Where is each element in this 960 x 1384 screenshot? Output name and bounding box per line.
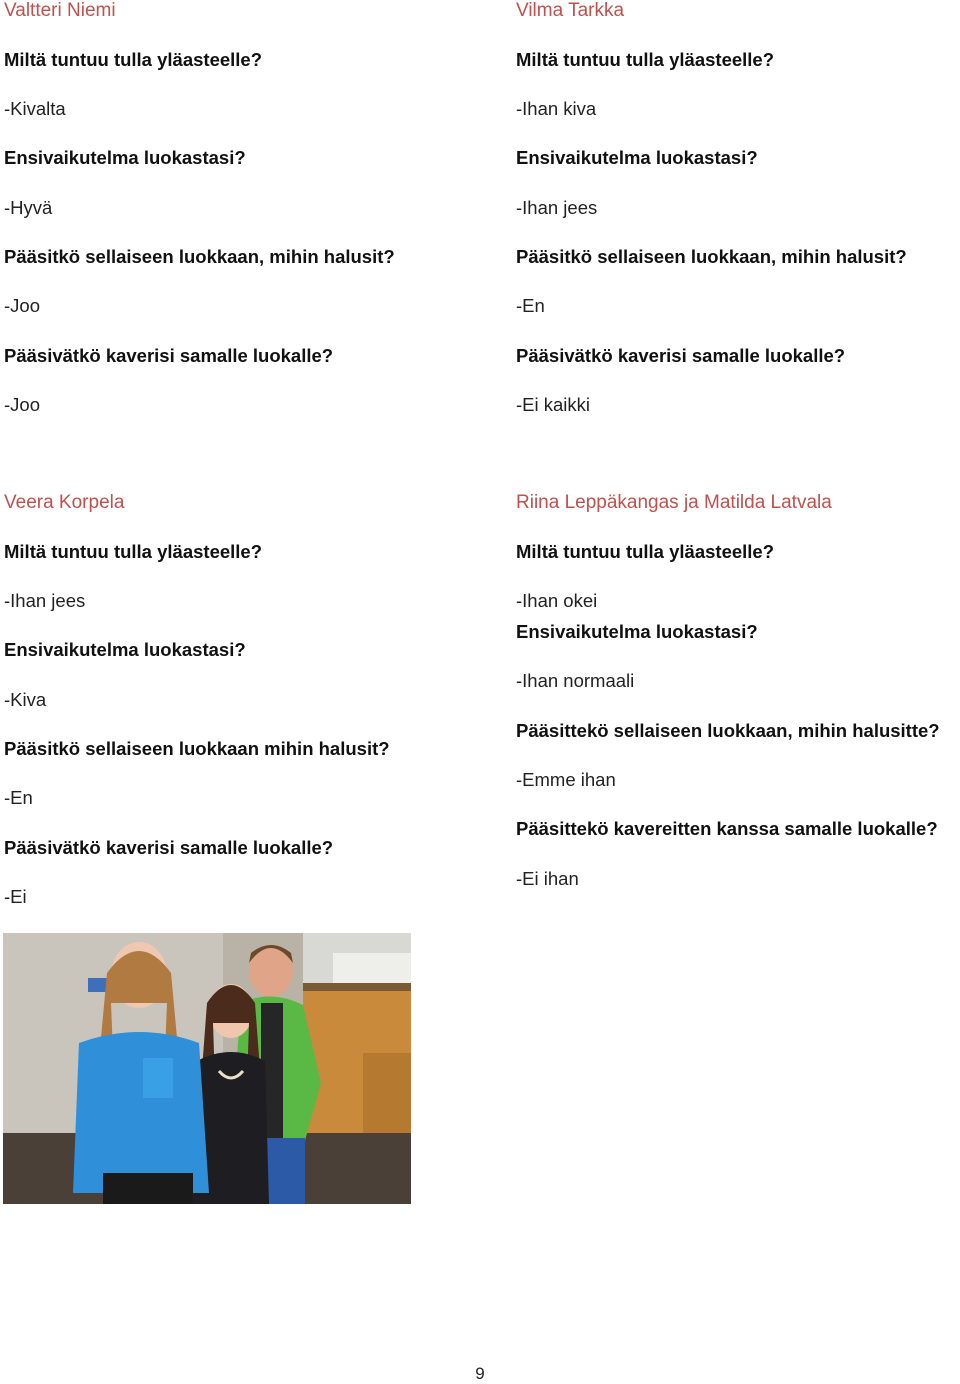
question: Pääsivätkö kaverisi samalle luokalle? — [4, 345, 334, 366]
answer: -Ei ihan — [516, 868, 579, 889]
question: Pääsivätkö kaverisi samalle luokalle? — [516, 345, 846, 366]
interviewee-name: Vilma Tarkka — [516, 0, 625, 21]
answer: -Kiva — [4, 689, 47, 710]
question: Pääsivätkö kaverisi samalle luokalle? — [4, 837, 334, 858]
interview-valtteri-niemi — [4, 0, 504, 420]
answer: -Joo — [4, 394, 40, 415]
answer: -Joo — [4, 295, 40, 316]
answer: -Ihan normaali — [516, 670, 635, 691]
question: Ensivaikutelma luokastasi? — [516, 147, 758, 168]
question: Pääsittekö sellaiseen luokkaan, mihin halusitte? — [516, 720, 940, 741]
question: Miltä tuntuu tulla yläasteelle? — [516, 541, 775, 562]
answer: -Ihan jees — [516, 197, 598, 218]
answer: -Hyvä — [4, 197, 53, 218]
question: Ensivaikutelma luokastasi? — [4, 147, 246, 168]
answer: -Ihan okei — [516, 590, 598, 611]
question: Pääsitkö sellaiseen luokkaan mihin halusit? — [4, 738, 390, 759]
question: Miltä tuntuu tulla yläasteelle? — [516, 49, 775, 70]
interviewee-name: Veera Korpela — [4, 492, 125, 513]
interviewee-name: Riina Leppäkangas ja Matilda Latvala — [516, 492, 832, 513]
answer: -Emme ihan — [516, 769, 616, 790]
answer: -En — [4, 787, 33, 808]
photo-three-students — [3, 933, 411, 1204]
answer: -En — [516, 295, 545, 316]
answer: -Ihan kiva — [516, 98, 597, 119]
answer: -Ei — [4, 886, 27, 907]
answer: -Kivalta — [4, 98, 66, 119]
question: Ensivaikutelma luokastasi? — [516, 621, 758, 642]
question: Miltä tuntuu tulla yläasteelle? — [4, 49, 263, 70]
page-number: 9 — [475, 1364, 485, 1383]
interview-riina-and-matilda — [516, 492, 960, 892]
question: Pääsitkö sellaiseen luokkaan, mihin halusit? — [516, 246, 907, 267]
answer: -Ei kaikki — [516, 394, 591, 415]
question: Pääsittekö kavereitten kanssa samalle luokalle? — [516, 818, 938, 839]
interviewee-name: Valtteri Niemi — [4, 0, 116, 21]
interview-vilma-tarkka — [516, 0, 956, 420]
question: Miltä tuntuu tulla yläasteelle? — [4, 541, 263, 562]
interview-veera-korpela — [4, 492, 504, 912]
question: Ensivaikutelma luokastasi? — [4, 639, 246, 660]
answer: -Ihan jees — [4, 590, 86, 611]
question: Pääsitkö sellaiseen luokkaan, mihin halusit? — [4, 246, 395, 267]
